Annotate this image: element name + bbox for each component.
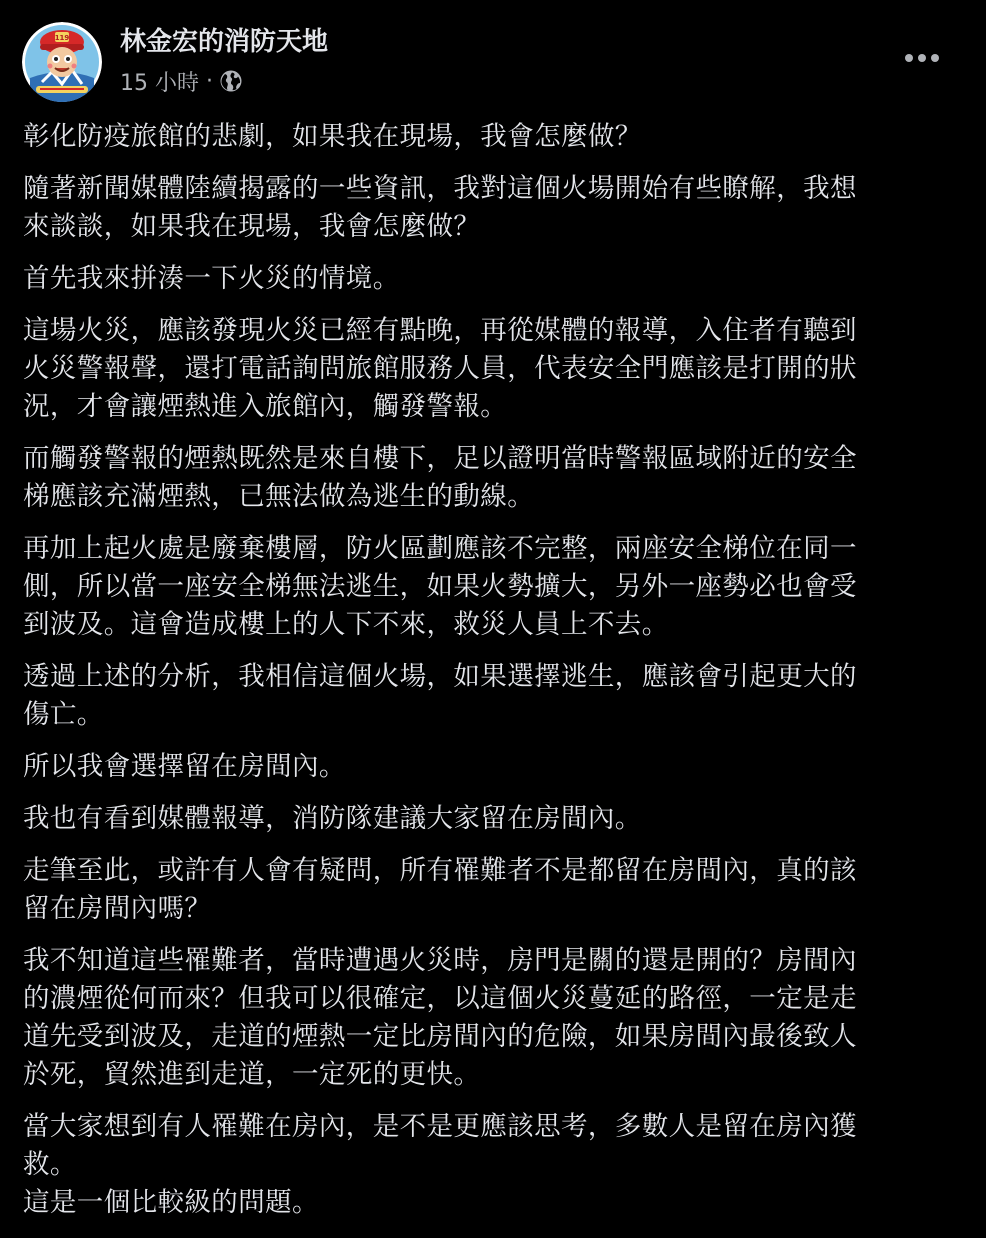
more-options-button[interactable] <box>898 40 946 76</box>
svg-text:119: 119 <box>54 34 70 42</box>
post-paragraph: 當大家想到有人罹難在房內，是不是更應該思考，多數人是留在房內獲 救。 這是一個比較級的問題。 <box>23 1111 857 1218</box>
post-paragraph: 我不知道這些罹難者，當時遭遇火災時，房門是關的還是開的？房間內 的濃煙從何而來？但我可以很確定，以這個火災蔓延的路徑，一定是走 道先受到波及，走道的煙熱一定比房間內的危險，如果房間內最後致人 於死，貿然進到走道，一定死的更快。 <box>23 945 857 1090</box>
more-options-icon <box>904 53 940 63</box>
globe-icon[interactable] <box>219 69 243 93</box>
post-header <box>0 0 986 110</box>
post-paragraph: 再加上起火處是廢棄樓層，防火區劃應該不完整，兩座安全梯位在同一 側，所以當一座安全梯無法逃生，如果火勢擴大，另外一座勢必也會受 到波及。這會造成樓上的人下不來，救災人員上不去。 <box>23 533 857 640</box>
meta-separator: · <box>206 68 213 94</box>
post-body <box>23 118 958 1236</box>
post-paragraph: 所以我會選擇留在房間內。 <box>23 751 346 782</box>
post-paragraph: 而觸發警報的煙熱既然是來自樓下，足以證明當時警報區域附近的安全 梯應該充滿煙熱，已無法做為逃生的動線。 <box>23 443 857 512</box>
post-paragraph: 透過上述的分析，我相信這個火場，如果選擇逃生，應該會引起更大的 傷亡。 <box>23 661 857 730</box>
post-paragraph: 我也有看到媒體報導，消防隊建議大家留在房間內。 <box>23 803 642 834</box>
author-name[interactable]: 林金宏的消防天地 <box>120 27 329 57</box>
post-paragraph: 首先我來拼湊一下火災的情境。 <box>23 263 400 294</box>
post-paragraph: 走筆至此，或許有人會有疑問，所有罹難者不是都留在房間內，真的該 留在房間內嗎？ <box>23 855 857 924</box>
author-avatar[interactable] <box>22 22 102 102</box>
post-paragraph: 隨著新聞媒體陸續揭露的一些資訊，我對這個火場開始有些瞭解，我想 來談談，如果我在現場，我會怎麼做？ <box>23 173 857 242</box>
post-meta <box>120 66 243 96</box>
firefighter-cartoon-avatar-icon <box>22 22 102 102</box>
post-timestamp[interactable]: 15 小時 <box>120 70 199 96</box>
post-paragraph: 彰化防疫旅館的悲劇，如果我在現場，我會怎麼做？ <box>23 121 642 152</box>
post-paragraph: 這場火災，應該發現火災已經有點晚，再從媒體的報導，入住者有聽到 火災警報聲，還打電話詢問旅館服務人員，代表安全門應該是打開的狀 況，才會讓煙熱進入旅館內，觸發警報。 <box>23 315 857 422</box>
